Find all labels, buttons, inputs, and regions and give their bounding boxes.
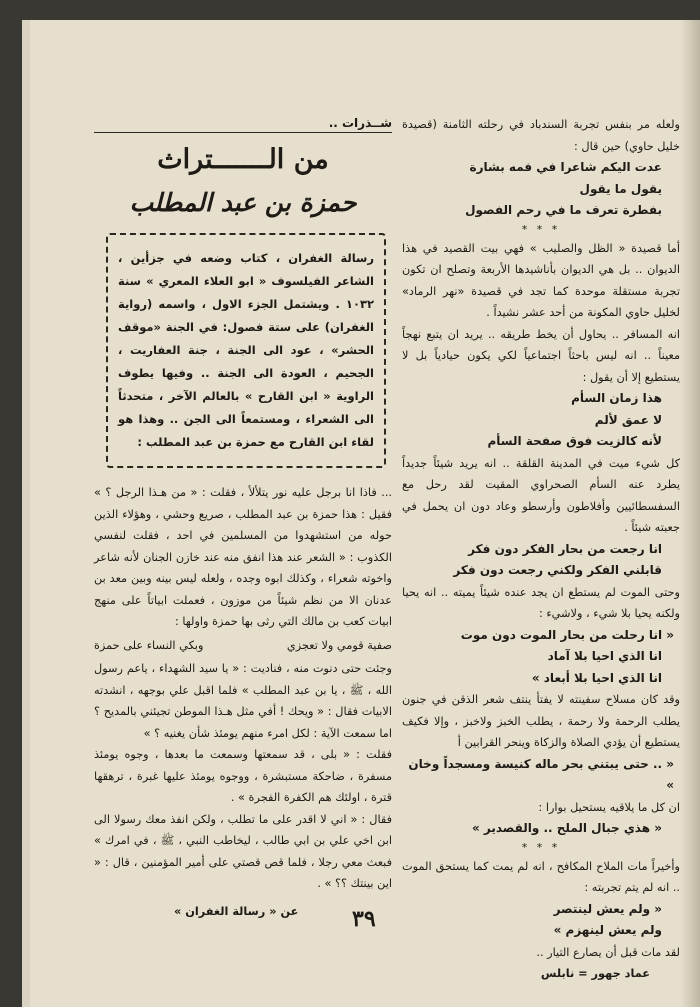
article-title: من الـــــــتراث bbox=[157, 144, 329, 175]
body-paragraph: وقد كان مسلاح سفينته لا يفتأ ينتف شعر الذقن في جنون يطلب الرحمة ولا رحمة ، يطلب الخبز ولاخبز ، وإلا فكيف يستطيع أن يؤدي الصلاة والزكاة وينحر القرابين أ bbox=[402, 693, 680, 749]
left-column-article bbox=[94, 114, 392, 922]
body-paragraph: فقال : « اني لا اقدر على ما تطلب ، ولكن انفذ معك رسولا الى ابن اخي علي بن ابي طالب ، ليخاطب النبي ، ﷺ ، في امرك » فبعث معي رجلا ، فلما قص قصتي على أمير المؤمنين ، قال : « اين بينتك ؟؟ » . bbox=[94, 812, 392, 890]
source-credit: عن « رسالة الغفران » bbox=[174, 904, 299, 918]
verse-line: انا الذي احيا بلا أبعاد » bbox=[531, 670, 662, 685]
verse-line: لا عمق لألم bbox=[594, 412, 662, 427]
section-separator: * * * bbox=[521, 222, 561, 236]
verse-line: يقول ما يقول bbox=[579, 181, 662, 196]
verse-line: هذا زمان السأم bbox=[571, 391, 662, 405]
verse-line: عدت اليكم شاعرا في فمه بشارة bbox=[469, 160, 662, 174]
body-paragraph: أما قصيدة « الظل والصليب » فهي بيت القصيد في هذا الديوان .. بل هي الديوان بأناشيدها الأربعة وتصلح ان تكون تجربة مستقلة موحدة كما تجد في قصيدة «نهر الرماد» لخليل حاوي المكونة من أحد عشر نشيداً . bbox=[402, 241, 680, 319]
verse-hemistich: صفية قومي ولا تعجزي bbox=[286, 638, 392, 652]
verse-line: ولم يعش لينهزم » bbox=[553, 923, 662, 937]
section-tag: شــذرات .. bbox=[328, 116, 392, 130]
verse-line: انا رجعت من بحار الفكر دون فكر bbox=[468, 541, 662, 556]
body-paragraph: لقد مات قبل أن يصارع التيار .. bbox=[536, 945, 680, 959]
verse-line: لأنه كالزيت فوق صفحة السأم bbox=[487, 434, 662, 448]
article-body bbox=[94, 482, 392, 922]
body-paragraph: وأخيراً مات الملاح المكافح ، انه لم يمت كما يستحق الموت .. انه لم يتم تجربته : bbox=[402, 859, 680, 894]
page-edge-shadow bbox=[680, 20, 700, 1007]
body-paragraph: انه المسافر .. يحاول أن يخط طريقه .. يريد ان يتبع نهجاً معيناً .. انه ليس باحثاً اجتماعياً لكي يكون حيادياً بل لا يستطيع إلا أن يقول : bbox=[402, 327, 680, 384]
body-paragraph: فقلت : « بلى ، قد سمعتها وسمعت ما بعدها ، وجوه يومئذ مسفرة ، ضاحكة مستبشرة ، ووجوه يومئذ عليها غبرة ، ترهقها قترة ، اولئك هم الكفرة الفجرة » . bbox=[94, 748, 392, 804]
verse-line: « ولم يعش لينتصر bbox=[553, 901, 662, 916]
verse-line: انا الذي احيا بلا آماد bbox=[547, 649, 662, 663]
body-paragraph: ان كل ما يلاقيه يستحيل بوارا : bbox=[538, 800, 680, 814]
body-paragraph: وحتى الموت لم يستطع ان يجد عنده شيئاً يميته .. انه يحيا ولكنه يحيا بلا شيء ، ولاشيء : bbox=[402, 585, 680, 620]
page-number: ٣٩ bbox=[352, 906, 376, 932]
right-column-article bbox=[402, 114, 680, 985]
article-subtitle: حمزة بن عبد المطلب bbox=[129, 188, 357, 217]
verse-line: « .. حتى يبتني بحر ماله كنيسة ومسجداً وخان » bbox=[408, 756, 674, 792]
body-paragraph: كل شيء ميت في المدينة القلقة .. انه يريد شيئاً جديداً يطرد عنه السأم الصحراوي المقيت لقد رحل مع السفسطائيين وأفلاطون وأرسطو وعاد دون ان يحمل في جعبته شيئاً . bbox=[402, 456, 680, 534]
verse-hemistich: وبكي النساء على حمزة bbox=[94, 638, 204, 652]
verse-line: « هذي جبال الملح .. والقصدير » bbox=[471, 821, 662, 835]
intro-box: رسالة الغفران ، كتاب وضعه في جزأين ، الشاعر الفيلسوف « ابو العلاء المعري » سنة ١٠٣٢ . ويشتمل الجزء الاول ، واسمه (رواية الغفران) على ستة فصول: في الجنة «موقف الحشر» ، عود الى الجنة ، جنة العفاريت ، الجحيم ، العودة الى الجنة .. وفيها يطوف الراوية « ابن القارح » بالعالم الآخر ، متحدثاً الى الشعراء ، ومستمعاً الى الجن .. وهذا هو لقاء ابن القارح مع حمزة بن عبد المطلب : bbox=[106, 233, 386, 468]
magazine-page bbox=[22, 20, 700, 1007]
author-signature: عماد جهور = نابلس bbox=[540, 967, 650, 980]
page-gutter bbox=[22, 20, 30, 1007]
verse-line: قابلني الفكر ولكني رجعت دون فكر bbox=[453, 563, 662, 577]
verse-couplet bbox=[94, 635, 392, 657]
section-separator: * * * bbox=[521, 840, 561, 854]
header-rule bbox=[94, 132, 392, 133]
intro-paragraph: ولعله مر بنفس تجربة السندباد في رحلته الثامنة (قصيدة خليل حاوي) حين قال : bbox=[402, 118, 680, 153]
body-paragraph: ... فاذا انا برجل عليه نور يتلألأ ، فقلت : « من هـذا الرجل ؟ » فقيل : هذا حمزة بن عبد المطلب ، صريع وحشي ، وهؤلاء الذين حوله من استشهدوا من المسلمين في احد ، فقلت لنفسي الكذوب : « الشعر عند هذا انفق منه عند خازن الجنان لأنه شاعر واخوته شعراء ، وكذلك ابوه وجده ، ولعله ليس بينه وبين معد بن عدنان الا من نظم شيئاً من موزون ، فعملت ابياتاً على منهج ابيات كعب بن مالك التي رثى بها حمزة واولها : bbox=[94, 486, 392, 628]
verse-line: بفطرة تعرف ما في رحم الفصول bbox=[465, 203, 662, 217]
body-paragraph: وجئت حتى دنوت منه ، فناديت : « يا سيد الشهداء ، ياعم رسول الله ، ﷺ ، يا بن عبد المطلب » فلما اقبل علي بوجهه ، انشدته الابيات فقال : « ويحك ! أفي مثل هـذا الموطن تجيئني بالمديح ؟ اما سمعت الآية : لكل امرء منهم يومئذ شأن يغنيه ؟ » bbox=[94, 662, 392, 740]
verse-line: « انا رحلت من بحار الموت دون موت bbox=[460, 627, 674, 642]
